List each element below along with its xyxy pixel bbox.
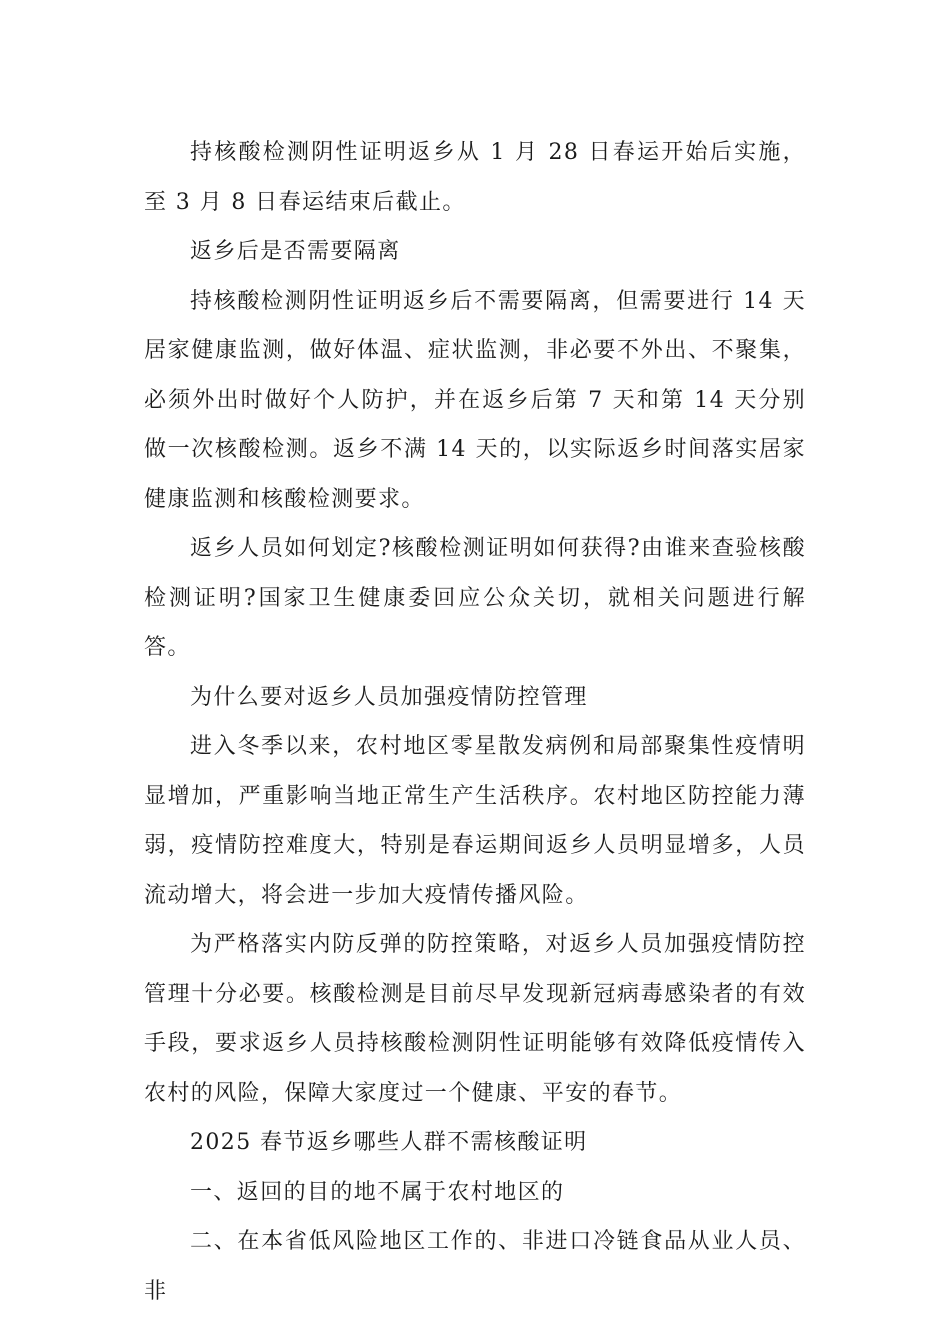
paragraph-implementation-period: 持核酸检测阴性证明返乡从 1 月 28 日春运开始后实施，至 3 月 8 日春运结束后截止。 (144, 140, 806, 215)
paragraph-home-health-monitoring: 持核酸检测阴性证明返乡后不需要隔离，但需要进行 14 天居家健康监测，做好体温、症状监测，非必要不外出、不聚集，必须外出时做好个人防护，并在返乡后第 7 天和第 14 天分别做一次核酸检测。返乡不满 14 天的，以实际返乡时间落实居家健康监测和核酸检测要求。 (144, 288, 806, 512)
paragraph-control-strategy: 为严格落实内防反弹的防控策略，对返乡人员加强疫情防控管理十分必要。核酸检测是目前尽早发现新冠病毒感染者的有效手段，要求返乡人员持核酸检测阴性证明能够有效降低疫情传入农村的风险，保障大家度过一个健康、平安的春节。 (144, 932, 806, 1106)
document-body (144, 128, 806, 1316)
paragraph-rural-situation: 进入冬季以来，农村地区零星散发病例和局部聚集性疫情明显增加，严重影响当地正常生产生活秩序。农村地区防控能力薄弱，疫情防控难度大，特别是春运期间返乡人员明显增多，人员流动增大，将会进一步加大疫情传播风险。 (144, 734, 806, 908)
paragraph-nhc-response: 返乡人员如何划定?核酸检测证明如何获得?由谁来查验核酸检测证明?国家卫生健康委回应公众关切，就相关问题进行解答。 (144, 536, 806, 660)
list-item-exempt-2: 二、在本省低风险地区工作的、非进口冷链食品从业人员、非 (144, 1229, 806, 1304)
heading-why-strengthen-control: 为什么要对返乡人员加强疫情防控管理 (190, 684, 588, 710)
heading-quarantine-question: 返乡后是否需要隔离 (190, 239, 401, 264)
list-item-exempt-1: 一、返回的目的地不属于农村地区的 (190, 1179, 565, 1205)
heading-exempt-groups: 2025 春节返乡哪些人群不需核酸证明 (190, 1130, 588, 1155)
